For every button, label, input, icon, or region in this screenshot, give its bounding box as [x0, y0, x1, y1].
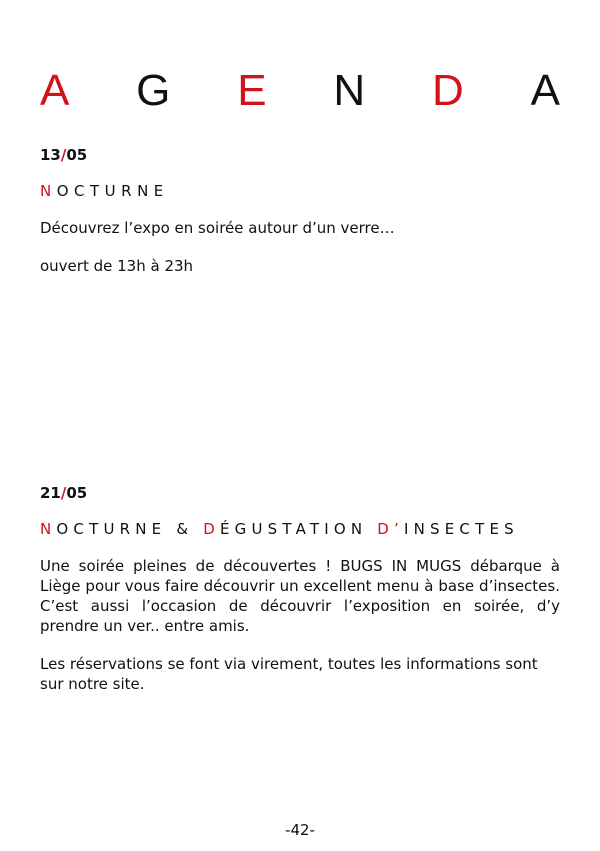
event-name-part: INSECTES — [403, 520, 519, 538]
event-hours: ouvert de 13h à 23h — [40, 257, 194, 275]
event-date — [40, 146, 560, 164]
event-name — [40, 520, 560, 538]
event-name-part: D’ — [377, 520, 404, 538]
title-letter: A — [40, 66, 70, 116]
title-letter: D — [431, 66, 464, 116]
date-month: 05 — [66, 484, 88, 502]
event-name-part: N — [40, 182, 57, 200]
date-separator: / — [60, 484, 67, 502]
date-separator: / — [60, 146, 67, 164]
title-letter: E — [237, 66, 267, 116]
event-reservation-info: Les réservations se font via virement, toutes les informations sont sur notre site. — [40, 655, 538, 693]
event-name-part: OCTURNE & — [56, 520, 204, 538]
event-date — [40, 484, 560, 502]
title-letter: N — [333, 66, 366, 116]
event-name-part: OCTURNE — [56, 182, 169, 200]
event-name-part: ÉGUSTATION — [219, 520, 378, 538]
event-name-part: D — [203, 520, 220, 538]
event-description: Une soirée pleines de découvertes ! BUGS IN MUGS débarque à Liège pour vous faire découvrir un excellent menu à base d’insectes. C’est aussi l’occasion de découvrir l’exposition en soirée, d’y prendre un ver.. entre amis. — [40, 557, 560, 635]
event-name-part: N — [40, 520, 57, 538]
date-day: 21 — [40, 484, 61, 502]
title-letter: A — [530, 66, 560, 116]
date-day: 13 — [40, 146, 61, 164]
date-month: 05 — [66, 146, 88, 164]
event-nocturne — [40, 146, 560, 294]
event-description: Découvrez l’expo en soirée autour d’un verre… — [40, 219, 395, 237]
page-title — [40, 67, 560, 115]
title-letter: G — [136, 66, 171, 116]
event-degustation — [40, 484, 560, 712]
event-name — [40, 182, 560, 200]
page-number: -42- — [285, 821, 315, 839]
